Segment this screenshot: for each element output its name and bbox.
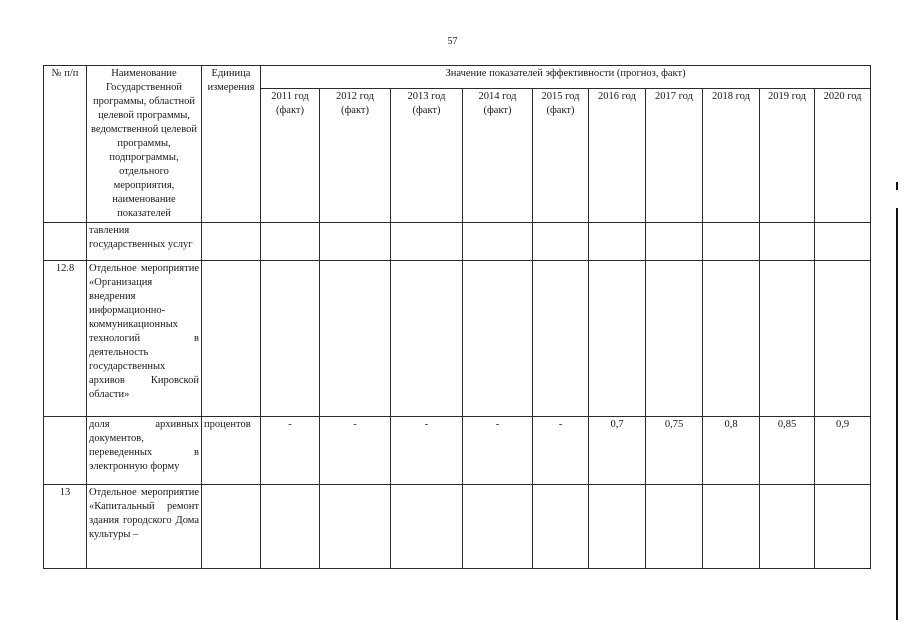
row-value <box>760 261 815 417</box>
header-year: 2015 год (факт) <box>533 89 589 223</box>
header-unit: Единица измерения <box>202 66 261 223</box>
header-year: 2019 год <box>760 89 815 223</box>
row-value <box>463 485 533 569</box>
row-value <box>760 485 815 569</box>
table-row <box>44 417 871 485</box>
row-value <box>463 261 533 417</box>
row-value <box>320 223 391 261</box>
row-value <box>391 485 463 569</box>
row-value <box>703 261 760 417</box>
header-group: Значение показателей эффективности (прогноз, факт) <box>261 66 871 89</box>
row-value: - <box>391 417 463 485</box>
row-value <box>320 261 391 417</box>
row-value <box>646 485 703 569</box>
row-value <box>261 261 320 417</box>
row-value: 0,7 <box>589 417 646 485</box>
row-value <box>320 485 391 569</box>
row-value <box>463 223 533 261</box>
header-year: 2018 год <box>703 89 760 223</box>
row-value <box>646 261 703 417</box>
row-value: 0,9 <box>815 417 871 485</box>
row-name: Отдельное мероприятие «Капитальный ремонт здания городского Дома культуры – <box>87 485 202 569</box>
header-year: 2012 год (факт) <box>320 89 391 223</box>
row-value <box>589 485 646 569</box>
header-year: 2020 год <box>815 89 871 223</box>
table-row <box>44 223 871 261</box>
indicators-table <box>43 65 871 569</box>
row-unit <box>202 261 261 417</box>
row-value: - <box>463 417 533 485</box>
row-name: доля архивных документов, переведенных в электронную форму <box>87 417 202 485</box>
row-value <box>533 485 589 569</box>
row-unit: процентов <box>202 417 261 485</box>
row-value: - <box>533 417 589 485</box>
row-num <box>44 223 87 261</box>
row-value: 0,85 <box>760 417 815 485</box>
row-value <box>815 261 871 417</box>
row-value <box>533 261 589 417</box>
row-value <box>391 261 463 417</box>
table-row <box>44 261 871 417</box>
header-name: Наименование Государственной программы, областной целевой программы, ведомственной целевой программы, подпрограммы, отдельного мероприятия, наименование показателей <box>87 66 202 223</box>
header-num: № п/п <box>44 66 87 223</box>
row-value: - <box>320 417 391 485</box>
row-value: 0,8 <box>703 417 760 485</box>
page-number: 57 <box>447 36 458 47</box>
row-value <box>261 485 320 569</box>
scan-edge-line <box>896 208 898 620</box>
row-value <box>261 223 320 261</box>
row-num: 13 <box>44 485 87 569</box>
row-unit <box>202 223 261 261</box>
row-value <box>703 485 760 569</box>
header-year: 2011 год (факт) <box>261 89 320 223</box>
row-value <box>703 223 760 261</box>
table-row <box>44 485 871 569</box>
row-value <box>589 261 646 417</box>
header-year: 2016 год <box>589 89 646 223</box>
row-value <box>760 223 815 261</box>
header-year: 2017 год <box>646 89 703 223</box>
row-value <box>646 223 703 261</box>
header-year: 2013 год (факт) <box>391 89 463 223</box>
row-value <box>815 223 871 261</box>
row-name: Отдельное мероприятие «Организация внедрения информационно-коммуникационных технологий в деятельность государственных архивов Кировской области» <box>87 261 202 417</box>
row-value <box>391 223 463 261</box>
row-value <box>533 223 589 261</box>
row-name: тавления государственных услуг <box>87 223 202 261</box>
scan-edge-mark <box>896 182 898 190</box>
header-row-top <box>44 66 871 89</box>
row-num: 12.8 <box>44 261 87 417</box>
row-value <box>589 223 646 261</box>
header-year: 2014 год (факт) <box>463 89 533 223</box>
row-value: 0,75 <box>646 417 703 485</box>
row-value: - <box>261 417 320 485</box>
row-unit <box>202 485 261 569</box>
row-value <box>815 485 871 569</box>
row-num <box>44 417 87 485</box>
